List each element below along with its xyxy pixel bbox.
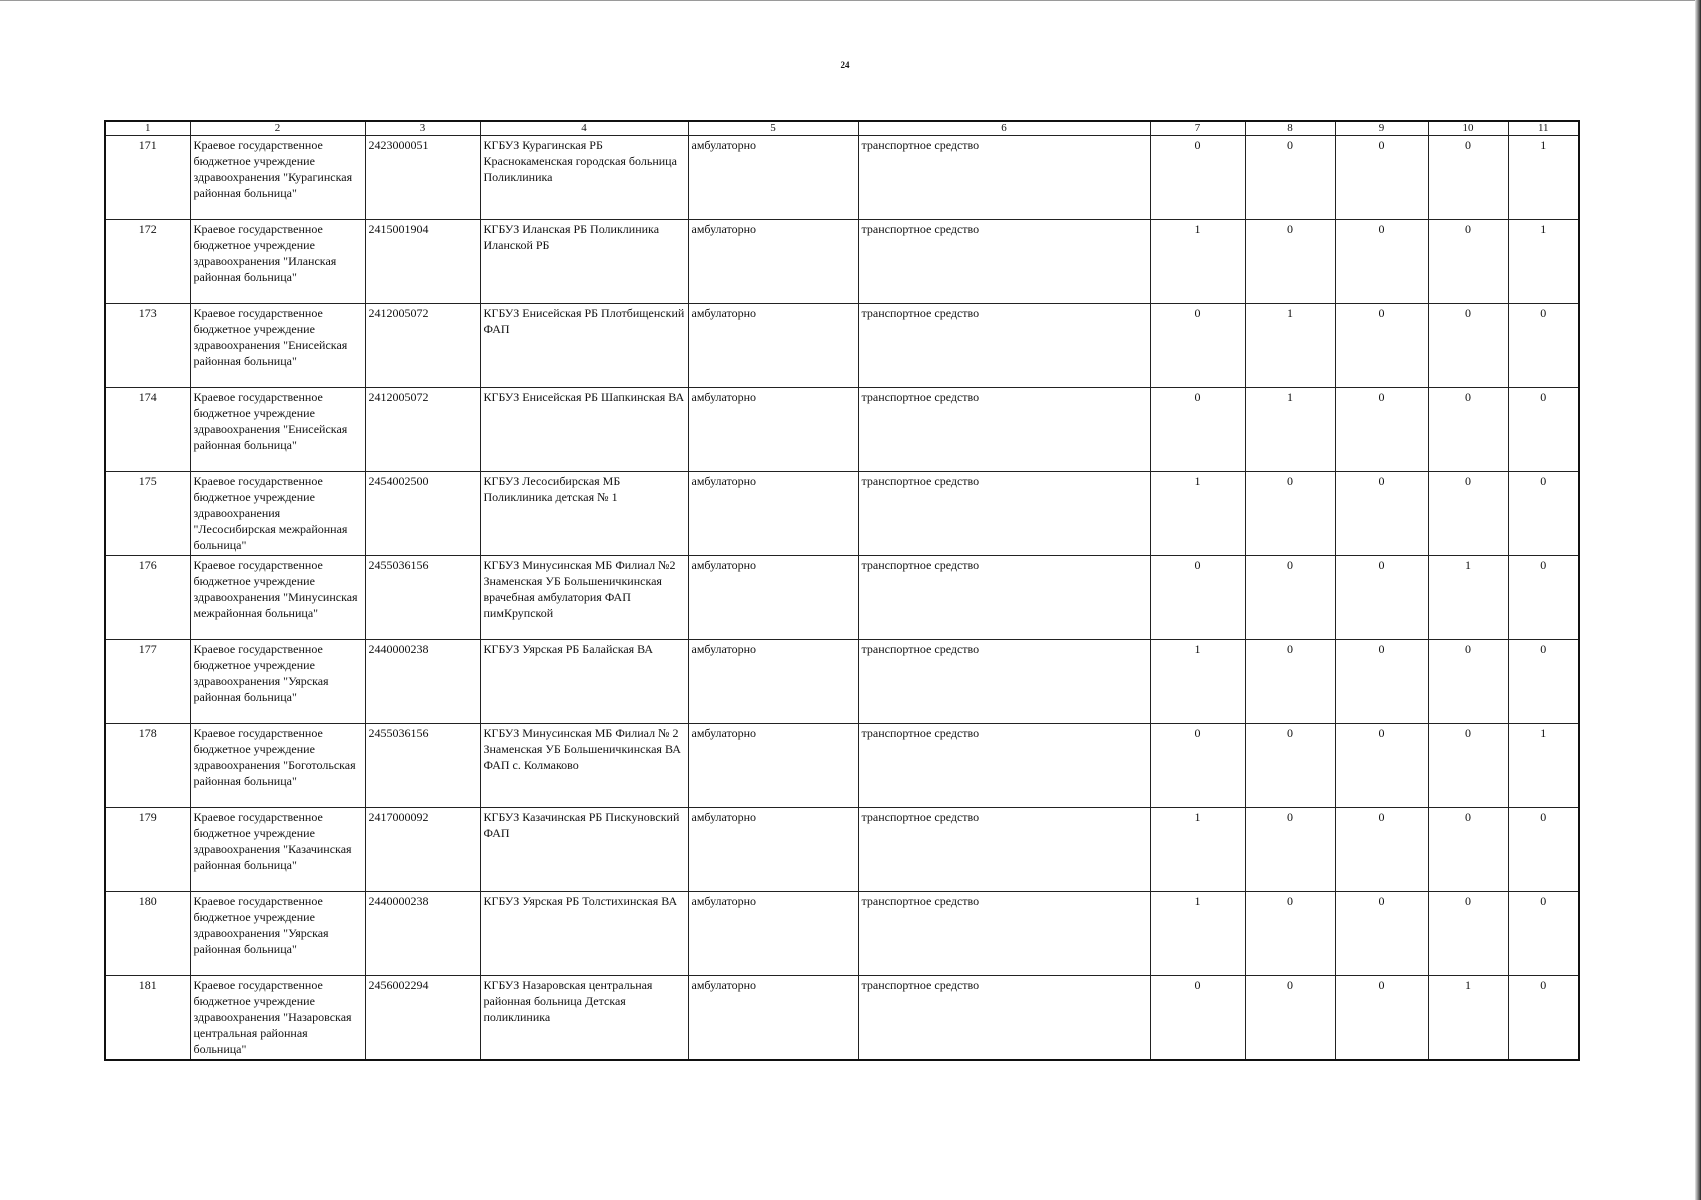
table-row: [105, 976, 1579, 1060]
table-row: [105, 220, 1579, 304]
value-cell: 0: [1245, 724, 1335, 808]
value-cell: 0: [1150, 304, 1245, 388]
value-cell: 0: [1508, 304, 1579, 388]
table-row: [105, 808, 1579, 892]
column-header: 8: [1245, 121, 1335, 136]
value-cell: 1: [1508, 136, 1579, 220]
value-cell: 0: [1335, 556, 1428, 640]
value-cell: 0: [1150, 724, 1245, 808]
equipment-cell: транспортное средство: [858, 976, 1150, 1060]
care-type-cell: амбулаторно: [688, 472, 858, 556]
row-number-cell: 178: [105, 724, 190, 808]
value-cell: 0: [1428, 304, 1508, 388]
value-cell: 0: [1508, 472, 1579, 556]
value-cell: 0: [1335, 724, 1428, 808]
column-header: 6: [858, 121, 1150, 136]
page-number: 24: [840, 60, 850, 70]
value-cell: 1: [1245, 388, 1335, 472]
care-type-cell: амбулаторно: [688, 220, 858, 304]
value-cell: 0: [1335, 640, 1428, 724]
table-row: [105, 388, 1579, 472]
care-type-cell: амбулаторно: [688, 724, 858, 808]
unit-cell: КГБУЗ Казачинская РБ Пискуновский ФАП: [480, 808, 688, 892]
care-type-cell: амбулаторно: [688, 388, 858, 472]
value-cell: 0: [1508, 892, 1579, 976]
scan-edge: [0, 0, 1701, 23]
value-cell: 0: [1335, 808, 1428, 892]
value-cell: 0: [1150, 976, 1245, 1060]
column-header: 1: [105, 121, 190, 136]
row-number-cell: 177: [105, 640, 190, 724]
scan-edge-right: [1695, 0, 1701, 1200]
care-type-cell: амбулаторно: [688, 304, 858, 388]
row-number-cell: 173: [105, 304, 190, 388]
care-type-cell: амбулаторно: [688, 640, 858, 724]
organization-cell: Краевое государственное бюджетное учреждение здравоохранения "Уярская районная больница": [190, 892, 365, 976]
value-cell: 0: [1335, 136, 1428, 220]
inn-cell: 2456002294: [365, 976, 480, 1060]
equipment-cell: транспортное средство: [858, 472, 1150, 556]
equipment-cell: транспортное средство: [858, 556, 1150, 640]
value-cell: 0: [1245, 556, 1335, 640]
value-cell: 0: [1428, 640, 1508, 724]
column-header: 4: [480, 121, 688, 136]
equipment-cell: транспортное средство: [858, 640, 1150, 724]
inn-cell: 2455036156: [365, 556, 480, 640]
value-cell: 0: [1245, 892, 1335, 976]
row-number-cell: 176: [105, 556, 190, 640]
value-cell: 1: [1245, 304, 1335, 388]
column-header: 7: [1150, 121, 1245, 136]
organization-cell: Краевое государственное бюджетное учреждение здравоохранения "Енисейская районная больница": [190, 304, 365, 388]
care-type-cell: амбулаторно: [688, 136, 858, 220]
value-cell: 0: [1150, 556, 1245, 640]
value-cell: 0: [1150, 136, 1245, 220]
value-cell: 0: [1245, 640, 1335, 724]
table-row: [105, 304, 1579, 388]
value-cell: 0: [1245, 472, 1335, 556]
unit-cell: КГБУЗ Енисейская РБ Плотбищенский ФАП: [480, 304, 688, 388]
care-type-cell: амбулаторно: [688, 556, 858, 640]
value-cell: 0: [1245, 976, 1335, 1060]
value-cell: 0: [1335, 388, 1428, 472]
row-number-cell: 179: [105, 808, 190, 892]
table-row: [105, 892, 1579, 976]
column-header: 9: [1335, 121, 1428, 136]
unit-cell: КГБУЗ Курагинская РБ Краснокаменская городская больница Поликлиника: [480, 136, 688, 220]
equipment-cell: транспортное средство: [858, 304, 1150, 388]
organization-cell: Краевое государственное бюджетное учреждение здравоохранения "Енисейская районная больница": [190, 388, 365, 472]
care-type-cell: амбулаторно: [688, 808, 858, 892]
equipment-cell: транспортное средство: [858, 808, 1150, 892]
organization-cell: Краевое государственное бюджетное учреждение здравоохранения "Минусинская межрайонная больница": [190, 556, 365, 640]
table-row: [105, 136, 1579, 220]
value-cell: 0: [1245, 808, 1335, 892]
equipment-cell: транспортное средство: [858, 136, 1150, 220]
value-cell: 0: [1335, 220, 1428, 304]
row-number-cell: 181: [105, 976, 190, 1060]
equipment-cell: транспортное средство: [858, 724, 1150, 808]
care-type-cell: амбулаторно: [688, 892, 858, 976]
value-cell: 0: [1428, 724, 1508, 808]
organization-cell: Краевое государственное бюджетное учреждение здравоохранения "Лесосибирская межрайонная больница": [190, 472, 365, 556]
organization-cell: Краевое государственное бюджетное учреждение здравоохранения "Казачинская районная больница": [190, 808, 365, 892]
value-cell: 0: [1508, 640, 1579, 724]
table-row: [105, 640, 1579, 724]
inn-cell: 2454002500: [365, 472, 480, 556]
care-type-cell: амбулаторно: [688, 976, 858, 1060]
inn-cell: 2412005072: [365, 388, 480, 472]
value-cell: 0: [1508, 388, 1579, 472]
value-cell: 0: [1245, 136, 1335, 220]
value-cell: 1: [1428, 556, 1508, 640]
unit-cell: КГБУЗ Минусинская МБ Филиал №2 Знаменская УБ Большеничкинская врачебная амбулатория ФАП пимКрупской: [480, 556, 688, 640]
value-cell: 1: [1150, 808, 1245, 892]
equipment-cell: транспортное средство: [858, 220, 1150, 304]
value-cell: 0: [1150, 388, 1245, 472]
unit-cell: КГБУЗ Уярская РБ Балайская ВА: [480, 640, 688, 724]
value-cell: 0: [1335, 304, 1428, 388]
table-body: [105, 136, 1579, 1060]
unit-cell: КГБУЗ Назаровская центральная районная больница Детская поликлиника: [480, 976, 688, 1060]
row-number-cell: 175: [105, 472, 190, 556]
value-cell: 1: [1150, 892, 1245, 976]
inn-cell: 2415001904: [365, 220, 480, 304]
value-cell: 0: [1428, 892, 1508, 976]
row-number-cell: 180: [105, 892, 190, 976]
unit-cell: КГБУЗ Иланская РБ Поликлиника Иланской РБ: [480, 220, 688, 304]
row-number-cell: 171: [105, 136, 190, 220]
value-cell: 1: [1150, 220, 1245, 304]
value-cell: 0: [1508, 976, 1579, 1060]
inn-cell: 2423000051: [365, 136, 480, 220]
value-cell: 0: [1428, 220, 1508, 304]
data-table: [104, 120, 1580, 1061]
table-row: [105, 556, 1579, 640]
inn-cell: 2455036156: [365, 724, 480, 808]
organization-cell: Краевое государственное бюджетное учреждение здравоохранения "Иланская районная больница": [190, 220, 365, 304]
inn-cell: 2417000092: [365, 808, 480, 892]
equipment-cell: транспортное средство: [858, 388, 1150, 472]
value-cell: 0: [1428, 808, 1508, 892]
inn-cell: 2440000238: [365, 892, 480, 976]
column-header: 2: [190, 121, 365, 136]
row-number-cell: 172: [105, 220, 190, 304]
row-number-cell: 174: [105, 388, 190, 472]
value-cell: 1: [1150, 472, 1245, 556]
unit-cell: КГБУЗ Минусинская МБ Филиал № 2 Знаменская УБ Большеничкинская ВА ФАП с. Колмаково: [480, 724, 688, 808]
unit-cell: КГБУЗ Лесосибирская МБ Поликлиника детская № 1: [480, 472, 688, 556]
value-cell: 0: [1245, 220, 1335, 304]
unit-cell: КГБУЗ Енисейская РБ Шапкинская ВА: [480, 388, 688, 472]
organization-cell: Краевое государственное бюджетное учреждение здравоохранения "Боготольская районная больница": [190, 724, 365, 808]
column-header: 11: [1508, 121, 1579, 136]
inn-cell: 2412005072: [365, 304, 480, 388]
value-cell: 0: [1335, 976, 1428, 1060]
value-cell: 0: [1508, 808, 1579, 892]
value-cell: 1: [1428, 976, 1508, 1060]
value-cell: 0: [1508, 556, 1579, 640]
column-number-row: [105, 121, 1579, 136]
organization-cell: Краевое государственное бюджетное учреждение здравоохранения "Курагинская районная больница": [190, 136, 365, 220]
value-cell: 0: [1335, 892, 1428, 976]
column-header: 5: [688, 121, 858, 136]
column-header: 10: [1428, 121, 1508, 136]
value-cell: 1: [1150, 640, 1245, 724]
value-cell: 0: [1428, 388, 1508, 472]
value-cell: 1: [1508, 724, 1579, 808]
table-row: [105, 472, 1579, 556]
unit-cell: КГБУЗ Уярская РБ Толстихинская ВА: [480, 892, 688, 976]
table-row: [105, 724, 1579, 808]
organization-cell: Краевое государственное бюджетное учреждение здравоохранения "Назаровская центральная районная больница": [190, 976, 365, 1060]
equipment-cell: транспортное средство: [858, 892, 1150, 976]
organization-cell: Краевое государственное бюджетное учреждение здравоохранения "Уярская районная больница": [190, 640, 365, 724]
value-cell: 0: [1335, 472, 1428, 556]
value-cell: 0: [1428, 472, 1508, 556]
inn-cell: 2440000238: [365, 640, 480, 724]
value-cell: 0: [1428, 136, 1508, 220]
value-cell: 1: [1508, 220, 1579, 304]
column-header: 3: [365, 121, 480, 136]
